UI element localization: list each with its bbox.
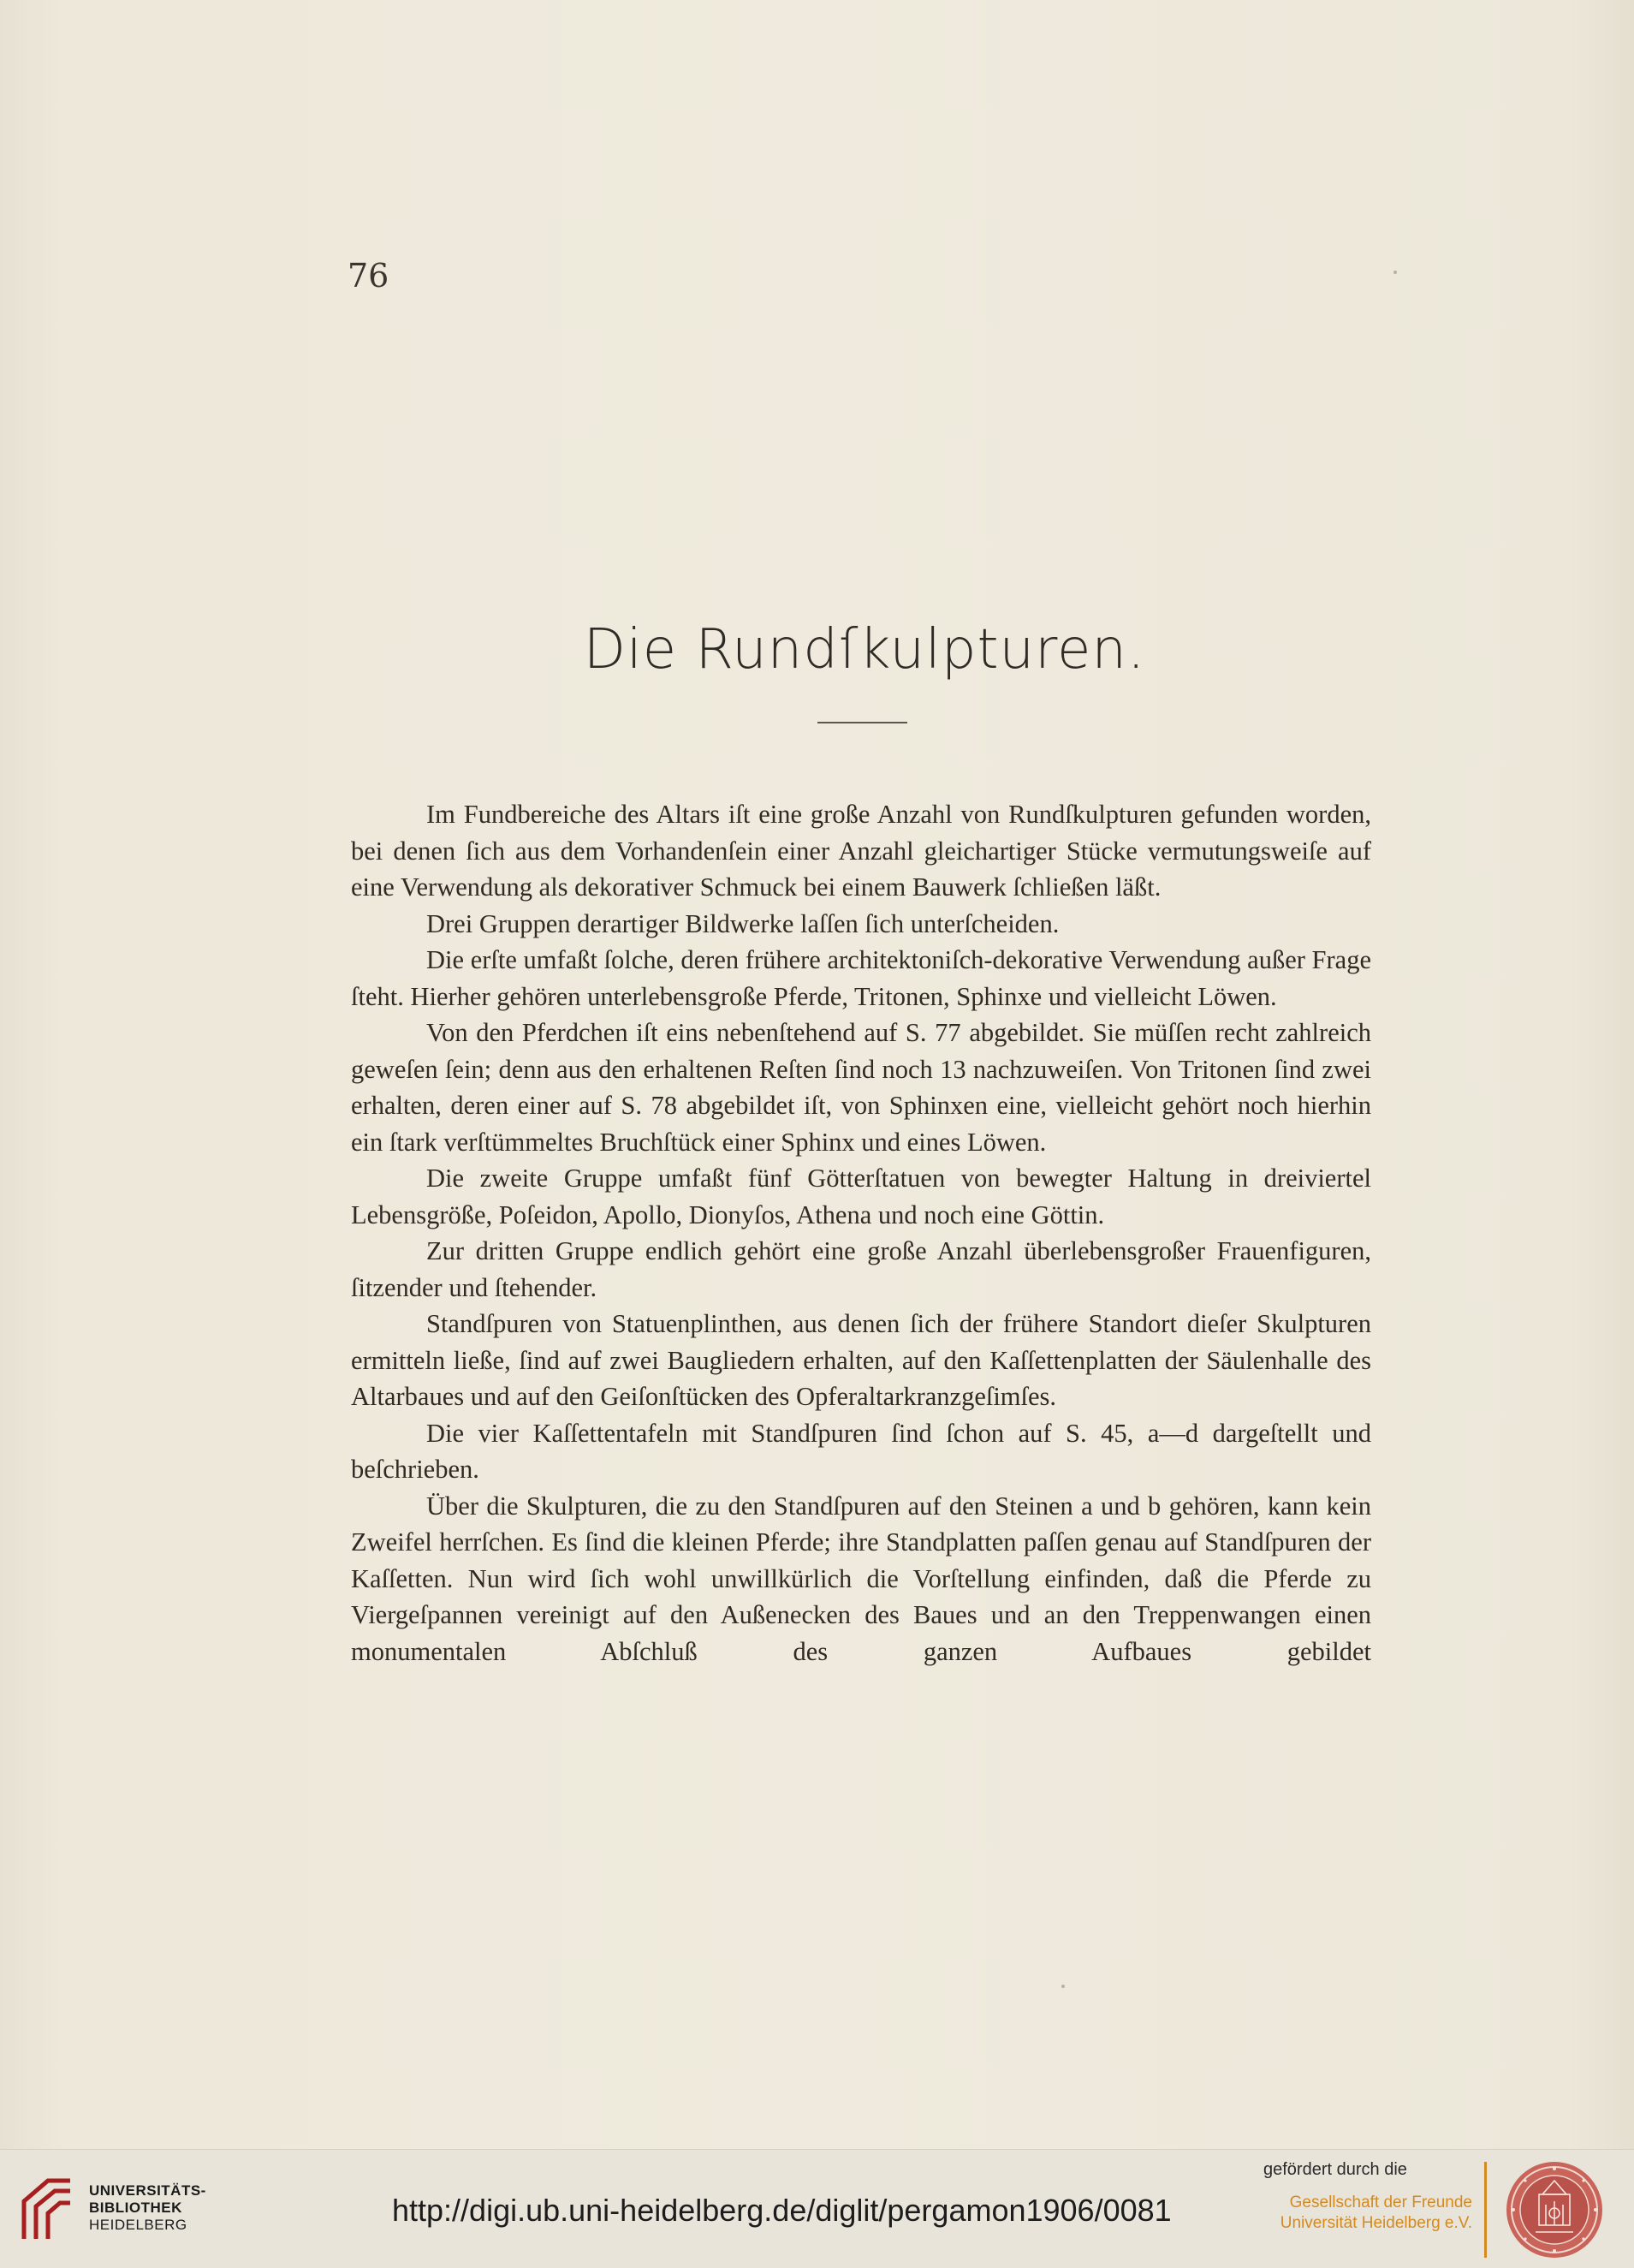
paragraph: Standſpuren von Statuenplinthen, aus denen ſich der frühere Standort dieſer Skulpturen ermitteln ließe, ſind auf zwei Baugliedern erhalten, auf den Kaſſettenplatten der Säulenhalle des Altarbaues und auf den Geiſonſtücken des Opferaltarkranzgeſimſes. [351, 1309, 1371, 1411]
paragraph: Drei Gruppen derartiger Bildwerke laſſen ſich unterſcheiden. [426, 908, 1060, 938]
paragraph: Von den Pferdchen iſt eins nebenſtehend auf S. 77 abgebildet. Sie müſſen recht zahlreich geweſen ſein; denn aus den erhaltenen Reſten ſind noch 13 nachzuweiſen. Von Tritonen ſind zwei erhalten, deren einer auf S. 78 abgebildet iſt, von Sphinxen eine, vielleicht gehört noch hierhin ein ſtark verſtümmeltes Bruchſtück einer Sphinx und eines Löwen. [351, 1018, 1371, 1157]
footer-bar [0, 2149, 1634, 2268]
paragraph: Die zweite Gruppe umfaßt fünf Götterſtatuen von bewegter Haltung in dreiviertel Lebensgröße, Poſeidon, Apollo, Dionyſos, Athena und noch eine Göttin. [351, 1164, 1371, 1229]
paragraph: Die vier Kaſſettentafeln mit Standſpuren ſind ſchon auf S. 45, a—d dargeſtellt und beſchrieben. [351, 1418, 1371, 1484]
paragraph: Zur dritten Gruppe endlich gehört eine große Anzahl überlebensgroßer Frauenfiguren, ſitzender und ſtehender. [351, 1236, 1371, 1302]
university-seal-icon [1505, 2160, 1604, 2259]
title-divider [817, 722, 907, 723]
sponsor-name [1258, 2193, 1472, 2234]
paper-speck [1061, 1985, 1065, 1988]
library-name-line: UNIVERSITÄTS- [89, 2182, 206, 2199]
sponsor-intro: gefördert durch die [1263, 2160, 1407, 2179]
permalink-url[interactable]: http://digi.ub.uni-heidelberg.de/diglit/pergamon1906/0081 [392, 2193, 1172, 2228]
library-logo-icon [17, 2176, 77, 2244]
sponsor-name-line: Universität Heidelberg e.V. [1280, 2214, 1472, 2232]
paper-speck [1393, 271, 1397, 274]
body-text [351, 796, 1371, 1670]
library-name-line: BIBLIOTHEK [89, 2200, 182, 2216]
page-number: 76 [348, 257, 389, 295]
sponsor-divider [1484, 2162, 1487, 2258]
paragraph: Über die Skulpturen, die zu den Standſpuren auf den Steinen a und b gehören, kann kein Zweifel herrſchen. Es ſind die kleinen Pferde; ihre Standplatten paſſen genau auf Standſpuren der Kaſſetten. Nun wird ſich wohl unwillkürlich die Vorſtellung einfinden, daß die Pferde zu Viergeſpannen vereinigt auf den Außenecken des Baues und an den Treppenwangen einen monumentalen Abſchluß des ganzen Aufbaues gebildet [351, 1491, 1371, 1666]
sponsor-name-line: Gesellschaft der Freunde [1289, 2194, 1472, 2211]
paragraph: Im Fundbereiche des Altars iſt eine große Anzahl von Rundſkulpturen gefunden worden, bei denen ſich aus dem Vorhandenſein einer Anzahl gleichartiger Stücke vermutungsweiſe auf eine Verwendung als dekorativer Schmuck bei einem Bauwerk ſchließen läßt. [351, 800, 1371, 902]
page-title: Die Rundſkulpturen. [583, 618, 1146, 682]
paragraph: Die erſte umfaßt ſolche, deren frühere architektoniſch-dekorative Verwendung außer Frage ſteht. Hierher gehören unterlebensgroße Pferde, Tritonen, Sphinxe und vielleicht Löwen. [351, 945, 1371, 1011]
library-name-line: HEIDELBERG [89, 2217, 187, 2233]
library-name [89, 2182, 206, 2234]
